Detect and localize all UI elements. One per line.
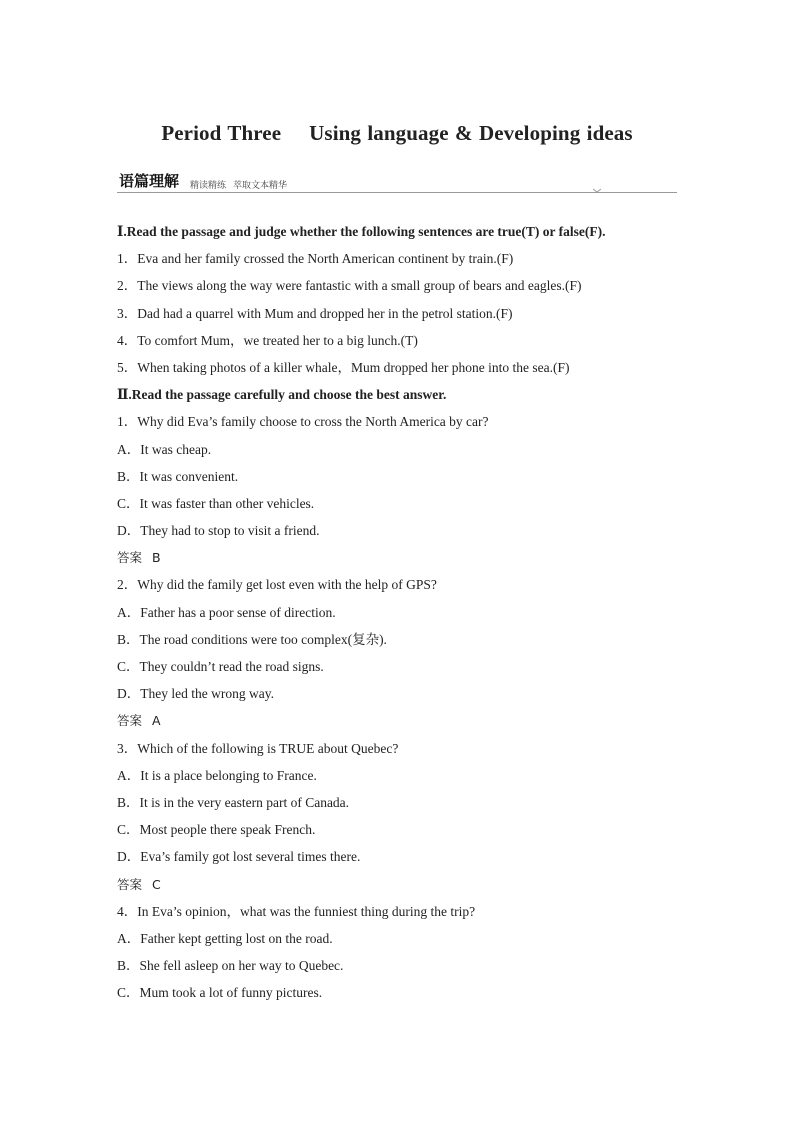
title-period: Period Three bbox=[161, 121, 282, 145]
answer-label: 答案 bbox=[117, 876, 143, 892]
exercise-content bbox=[117, 222, 697, 1010]
question-text: 4．In Eva’s opinion，what was the funniest thing during the trip? bbox=[117, 903, 476, 919]
tf-item: 1．Eva and her family crossed the North American continent by train.(F) bbox=[117, 251, 514, 267]
option: C．Mum took a lot of funny pictures. bbox=[117, 985, 323, 1001]
section-label: 语篇理解 bbox=[119, 172, 180, 190]
option: B．It is in the very eastern part of Canada. bbox=[117, 794, 350, 810]
answer-value: A bbox=[152, 713, 161, 729]
option: D．They led the wrong way. bbox=[117, 686, 274, 702]
tf-item: 3．Dad had a quarrel with Mum and dropped her in the petrol station.(F) bbox=[117, 305, 513, 321]
option: C．They couldn’t read the road signs. bbox=[117, 659, 324, 674]
option: B．She fell asleep on her way to Quebec. bbox=[117, 958, 344, 974]
page-title bbox=[0, 121, 794, 146]
option: B．It was convenient. bbox=[117, 468, 239, 484]
answer-line bbox=[117, 711, 697, 738]
section-sub-1: 精读精练 bbox=[190, 181, 227, 191]
option: B．The road conditions were too complex(复杂). bbox=[117, 631, 387, 647]
option: A．It is a place belonging to France. bbox=[117, 767, 317, 783]
section-header bbox=[117, 170, 677, 196]
tf-item: 2．The views along the way were fantastic with a small group of bears and eagles.(F) bbox=[117, 278, 582, 294]
question-text: 2．Why did the family get lost even with the help of GPS? bbox=[117, 577, 437, 593]
option: D．They had to stop to visit a friend. bbox=[117, 523, 320, 539]
option: C．It was faster than other vehicles. bbox=[117, 495, 315, 511]
answer-value: C bbox=[152, 876, 161, 892]
option: A．It was cheap. bbox=[117, 441, 212, 457]
option: D．Eva’s family got lost several times there. bbox=[117, 849, 361, 865]
part1-heading: Ⅰ.Read the passage and judge whether the following sentences are true(T) or false(F). bbox=[117, 224, 606, 239]
question-text: 1．Why did Eva’s family choose to cross the North America by car? bbox=[117, 414, 489, 430]
answer-label: 答案 bbox=[117, 713, 143, 729]
tf-item: 4．To comfort Mum，we treated her to a big lunch.(T) bbox=[117, 332, 418, 348]
question-text: 3．Which of the following is TRUE about Quebec? bbox=[117, 740, 399, 756]
title-topic: Using language & Developing ideas bbox=[309, 121, 633, 145]
answer-line bbox=[117, 548, 697, 575]
tf-item: 5．When taking photos of a killer whale，Mum dropped her phone into the sea.(F) bbox=[117, 359, 570, 375]
option: A．Father has a poor sense of direction. bbox=[117, 604, 336, 620]
answer-label: 答案 bbox=[117, 550, 143, 566]
option: A．Father kept getting lost on the road. bbox=[117, 930, 333, 946]
answer-value: B bbox=[152, 550, 161, 566]
section-sub-2: 萃取文本精华 bbox=[233, 181, 288, 191]
part2-heading: Ⅱ.Read the passage carefully and choose the best answer. bbox=[117, 387, 447, 403]
divider-notch-icon bbox=[593, 188, 601, 193]
answer-line bbox=[117, 875, 697, 902]
option: C．Most people there speak French. bbox=[117, 822, 316, 838]
